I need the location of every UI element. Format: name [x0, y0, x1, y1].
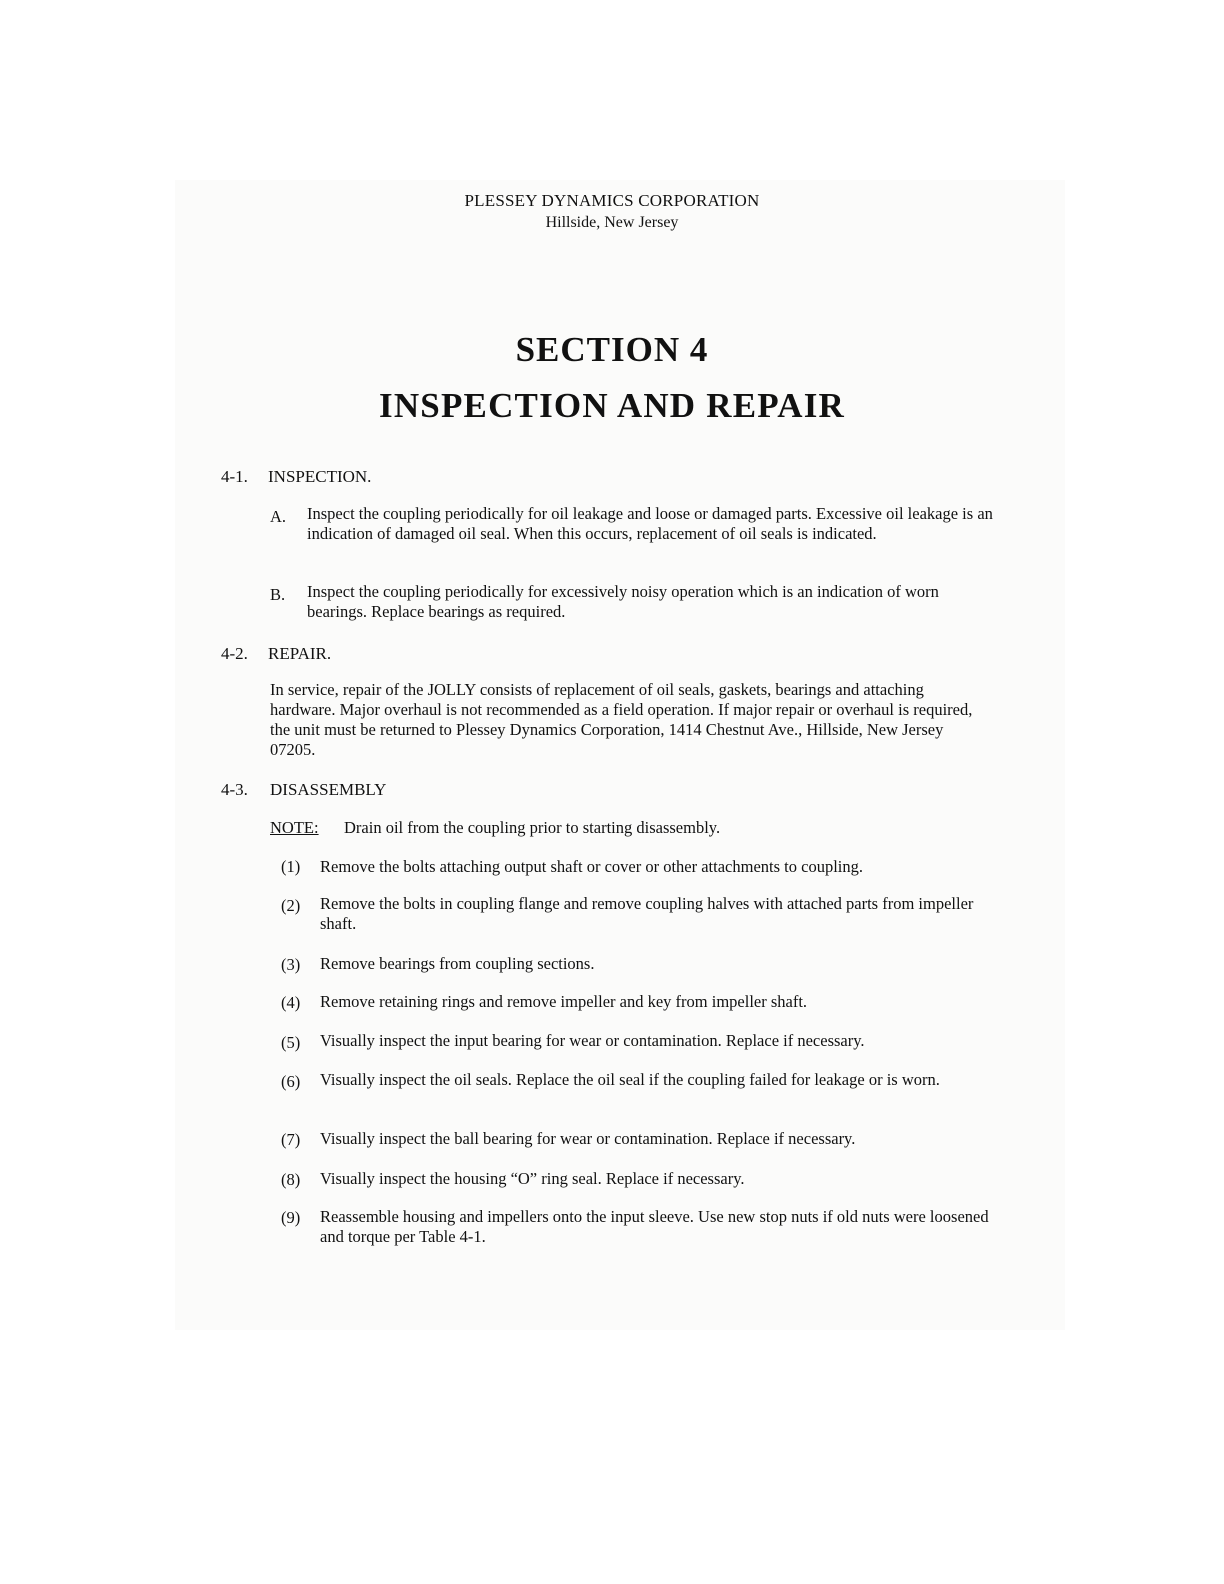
inspection-item-b-text: Inspect the coupling periodically for excessively noisy operation which is an indication of worn bearings. Replace bearings as required. [307, 582, 939, 621]
step-6-number: (6) [281, 1072, 301, 1091]
note-label: NOTE: [270, 818, 319, 837]
repair-number: 4-2. [221, 644, 248, 663]
inspection-item-a-letter: A. [270, 507, 287, 526]
document-header [0, 190, 1224, 234]
step-2-text: Remove the bolts in coupling flange and remove coupling halves with attached parts from impeller shaft. [320, 894, 974, 933]
step-3-number: (3) [281, 955, 301, 974]
step-4-text: Remove retaining rings and remove impeller and key from impeller shaft. [320, 992, 808, 1011]
inspection-item-a-text: Inspect the coupling periodically for oil leakage and loose or damaged parts. Excessive oil leakage is an indication of damaged oil seal. When this occurs, replacement of oil seals is indicated. [307, 504, 993, 543]
inspection-item-b-letter: B. [270, 585, 286, 604]
company-location: Hillside, New Jersey [545, 214, 679, 231]
step-5-number: (5) [281, 1033, 301, 1052]
step-5-text: Visually inspect the input bearing for wear or contamination. Replace if necessary. [320, 1031, 865, 1050]
step-2-number: (2) [281, 896, 301, 915]
repair-heading: REPAIR. [268, 644, 332, 663]
note-text: Drain oil from the coupling prior to starting disassembly. [344, 818, 721, 837]
step-1-text: Remove the bolts attaching output shaft or cover or other attachments to coupling. [320, 857, 863, 876]
inspection-heading: INSPECTION. [268, 467, 372, 486]
section-title: INSPECTION AND REPAIR [379, 386, 845, 425]
repair-paragraph: In service, repair of the JOLLY consists of replacement of oil seals, gaskets, bearings and attaching hardware. Major overhaul is not recommended as a field operation. If major repair or overhaul is required, the unit must be returned to Plessey Dynamics Corporation, 1414 Chestnut Ave., Hillside, New Jersey 07205. [270, 680, 973, 759]
step-6-text: Visually inspect the oil seals. Replace the oil seal if the coupling failed for leakage or is worn. [320, 1070, 940, 1089]
section-number: SECTION 4 [515, 330, 709, 369]
step-8-text: Visually inspect the housing “O” ring seal. Replace if necessary. [320, 1169, 745, 1188]
disassembly-number: 4-3. [221, 780, 248, 799]
step-7-text: Visually inspect the ball bearing for wear or contamination. Replace if necessary. [320, 1129, 856, 1148]
company-name: PLESSEY DYNAMICS CORPORATION [464, 191, 760, 210]
inspection-number: 4-1. [221, 467, 248, 486]
step-9-text: Reassemble housing and impellers onto the input sleeve. Use new stop nuts if old nuts were loosened and torque per Table 4-1. [320, 1207, 989, 1246]
step-3-text: Remove bearings from coupling sections. [320, 954, 595, 973]
step-1-number: (1) [281, 857, 301, 876]
step-7-number: (7) [281, 1130, 301, 1149]
disassembly-heading: DISASSEMBLY [270, 780, 387, 799]
step-9-number: (9) [281, 1208, 301, 1227]
step-4-number: (4) [281, 993, 301, 1012]
step-8-number: (8) [281, 1170, 301, 1189]
